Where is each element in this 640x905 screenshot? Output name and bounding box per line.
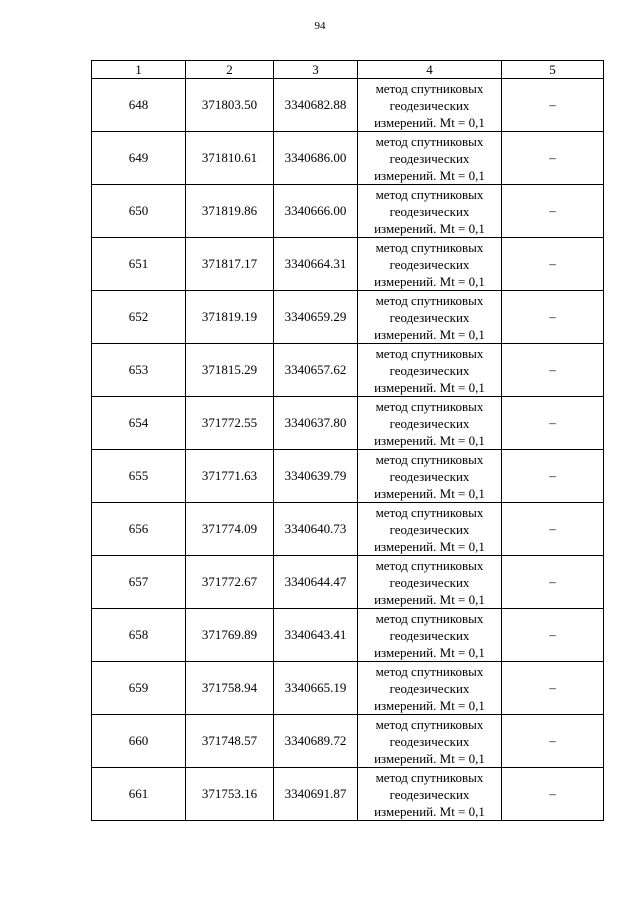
table-row — [92, 344, 604, 397]
method-line: метод спутниковых — [375, 451, 484, 467]
y-coordinate-cell: 3340643.41 — [274, 609, 358, 662]
x-coordinate-cell: 371819.19 — [186, 291, 274, 344]
method-line: измерений. Mt = 0,1 — [374, 379, 485, 395]
method-line: измерений. Mt = 0,1 — [374, 114, 485, 130]
method-line: геодезических — [389, 521, 470, 537]
note-cell: – — [502, 185, 604, 238]
method-line: метод спутниковых — [375, 716, 484, 732]
method-line: геодезических — [389, 574, 470, 590]
note-cell: – — [502, 662, 604, 715]
table-row — [92, 609, 604, 662]
table-row — [92, 79, 604, 132]
method-line: геодезических — [389, 256, 470, 272]
point-number-cell: 652 — [92, 291, 186, 344]
method-cell — [358, 450, 502, 503]
point-number-cell: 653 — [92, 344, 186, 397]
point-number-cell: 655 — [92, 450, 186, 503]
method-line: метод спутниковых — [375, 186, 484, 202]
method-line: метод спутниковых — [375, 398, 484, 414]
note-cell: – — [502, 397, 604, 450]
method-line: измерений. Mt = 0,1 — [374, 167, 485, 183]
y-coordinate-cell: 3340664.31 — [274, 238, 358, 291]
method-line: геодезических — [389, 415, 470, 431]
point-number-cell: 658 — [92, 609, 186, 662]
method-line: геодезических — [389, 203, 470, 219]
header-col-2: 2 — [186, 61, 274, 79]
method-line: метод спутниковых — [375, 133, 484, 149]
method-line: измерений. Mt = 0,1 — [374, 220, 485, 236]
coordinates-table — [91, 60, 604, 821]
x-coordinate-cell: 371758.94 — [186, 662, 274, 715]
header-col-4: 4 — [358, 61, 502, 79]
table-row — [92, 238, 604, 291]
header-col-3: 3 — [274, 61, 358, 79]
method-cell — [358, 344, 502, 397]
y-coordinate-cell: 3340637.80 — [274, 397, 358, 450]
method-cell — [358, 238, 502, 291]
note-cell: – — [502, 715, 604, 768]
point-number-cell: 648 — [92, 79, 186, 132]
note-cell: – — [502, 556, 604, 609]
method-line: метод спутниковых — [375, 80, 484, 96]
y-coordinate-cell: 3340665.19 — [274, 662, 358, 715]
method-line: геодезических — [389, 97, 470, 113]
method-line: метод спутниковых — [375, 557, 484, 573]
x-coordinate-cell: 371815.29 — [186, 344, 274, 397]
header-col-1: 1 — [92, 61, 186, 79]
method-cell — [358, 715, 502, 768]
method-line: измерений. Mt = 0,1 — [374, 326, 485, 342]
table-row — [92, 768, 604, 821]
method-cell — [358, 662, 502, 715]
y-coordinate-cell: 3340686.00 — [274, 132, 358, 185]
point-number-cell: 654 — [92, 397, 186, 450]
note-cell: – — [502, 79, 604, 132]
method-line: измерений. Mt = 0,1 — [374, 273, 485, 289]
point-number-cell: 650 — [92, 185, 186, 238]
method-cell — [358, 397, 502, 450]
table-row — [92, 662, 604, 715]
note-cell: – — [502, 503, 604, 556]
method-line: геодезических — [389, 468, 470, 484]
x-coordinate-cell: 371753.16 — [186, 768, 274, 821]
y-coordinate-cell: 3340682.88 — [274, 79, 358, 132]
note-cell: – — [502, 609, 604, 662]
note-cell: – — [502, 291, 604, 344]
method-line: измерений. Mt = 0,1 — [374, 644, 485, 660]
method-cell — [358, 291, 502, 344]
table-row — [92, 397, 604, 450]
point-number-cell: 651 — [92, 238, 186, 291]
method-line: геодезических — [389, 680, 470, 696]
method-line: геодезических — [389, 150, 470, 166]
table-row — [92, 503, 604, 556]
note-cell: – — [502, 768, 604, 821]
method-line: геодезических — [389, 627, 470, 643]
method-line: измерений. Mt = 0,1 — [374, 803, 485, 819]
y-coordinate-cell: 3340657.62 — [274, 344, 358, 397]
y-coordinate-cell: 3340691.87 — [274, 768, 358, 821]
header-col-5: 5 — [502, 61, 604, 79]
method-cell — [358, 79, 502, 132]
point-number-cell: 657 — [92, 556, 186, 609]
method-line: измерений. Mt = 0,1 — [374, 697, 485, 713]
method-cell — [358, 503, 502, 556]
point-number-cell: 660 — [92, 715, 186, 768]
method-cell — [358, 556, 502, 609]
method-cell — [358, 185, 502, 238]
table-row — [92, 556, 604, 609]
method-line: метод спутниковых — [375, 239, 484, 255]
method-cell — [358, 768, 502, 821]
method-line: измерений. Mt = 0,1 — [374, 591, 485, 607]
method-line: метод спутниковых — [375, 663, 484, 679]
page-number: 94 — [314, 20, 326, 32]
note-cell: – — [502, 238, 604, 291]
x-coordinate-cell: 371817.17 — [186, 238, 274, 291]
method-line: измерений. Mt = 0,1 — [374, 432, 485, 448]
table-row — [92, 132, 604, 185]
point-number-cell: 661 — [92, 768, 186, 821]
table-header-row — [92, 61, 604, 79]
method-line: измерений. Mt = 0,1 — [374, 485, 485, 501]
x-coordinate-cell: 371769.89 — [186, 609, 274, 662]
method-line: геодезических — [389, 733, 470, 749]
method-cell — [358, 132, 502, 185]
y-coordinate-cell: 3340689.72 — [274, 715, 358, 768]
x-coordinate-cell: 371803.50 — [186, 79, 274, 132]
table-row — [92, 185, 604, 238]
note-cell: – — [502, 450, 604, 503]
method-line: метод спутниковых — [375, 292, 484, 308]
method-line: измерений. Mt = 0,1 — [374, 750, 485, 766]
method-line: измерений. Mt = 0,1 — [374, 538, 485, 554]
y-coordinate-cell: 3340666.00 — [274, 185, 358, 238]
method-line: геодезических — [389, 362, 470, 378]
x-coordinate-cell: 371810.61 — [186, 132, 274, 185]
method-line: метод спутниковых — [375, 610, 484, 626]
method-cell — [358, 609, 502, 662]
method-line: метод спутниковых — [375, 769, 484, 785]
y-coordinate-cell: 3340640.73 — [274, 503, 358, 556]
method-line: геодезических — [389, 309, 470, 325]
y-coordinate-cell: 3340659.29 — [274, 291, 358, 344]
x-coordinate-cell: 371819.86 — [186, 185, 274, 238]
method-line: геодезических — [389, 786, 470, 802]
x-coordinate-cell: 371772.55 — [186, 397, 274, 450]
note-cell: – — [502, 132, 604, 185]
method-line: метод спутниковых — [375, 345, 484, 361]
point-number-cell: 659 — [92, 662, 186, 715]
note-cell: – — [502, 344, 604, 397]
table-row — [92, 291, 604, 344]
x-coordinate-cell: 371771.63 — [186, 450, 274, 503]
point-number-cell: 649 — [92, 132, 186, 185]
x-coordinate-cell: 371772.67 — [186, 556, 274, 609]
x-coordinate-cell: 371774.09 — [186, 503, 274, 556]
table-row — [92, 450, 604, 503]
point-number-cell: 656 — [92, 503, 186, 556]
x-coordinate-cell: 371748.57 — [186, 715, 274, 768]
table-row — [92, 715, 604, 768]
y-coordinate-cell: 3340639.79 — [274, 450, 358, 503]
method-line: метод спутниковых — [375, 504, 484, 520]
y-coordinate-cell: 3340644.47 — [274, 556, 358, 609]
